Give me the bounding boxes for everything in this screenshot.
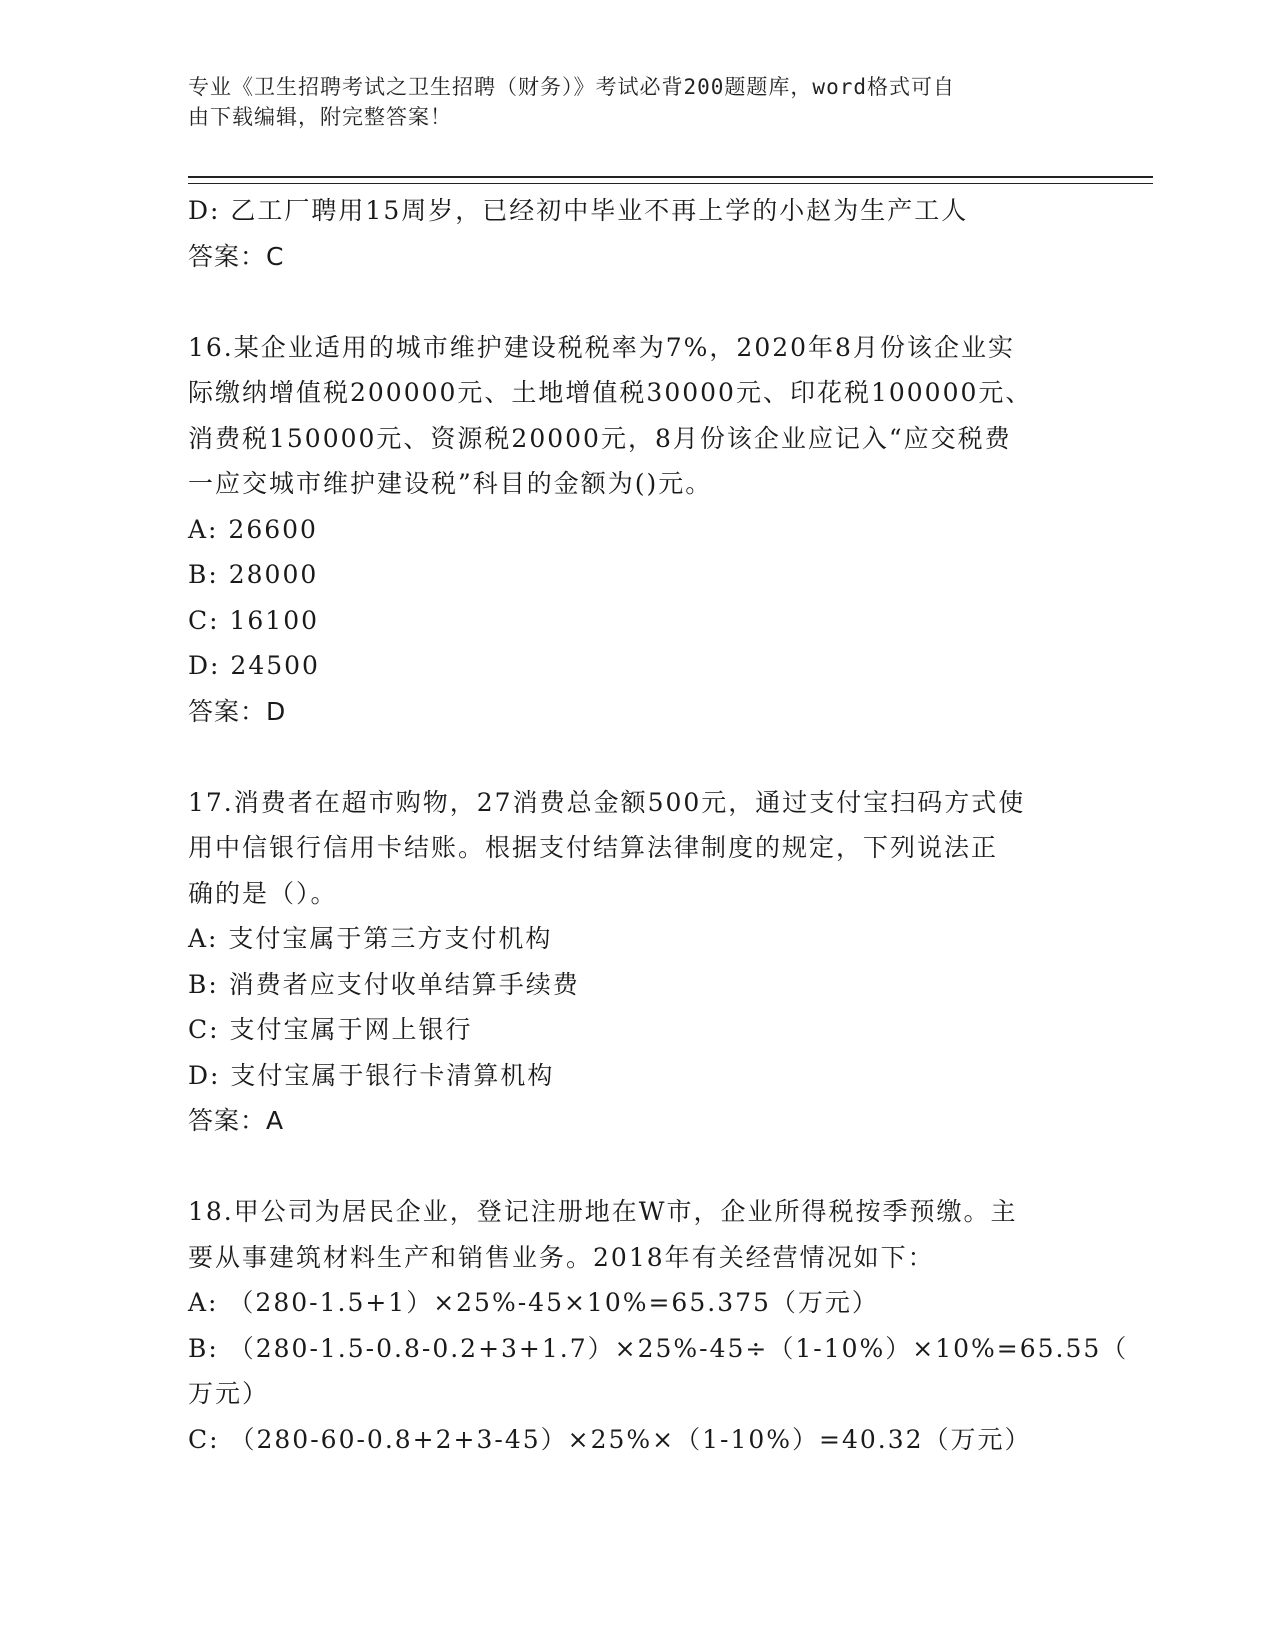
question-17 bbox=[188, 780, 1078, 1144]
header-divider-thick bbox=[188, 176, 1153, 178]
spacer bbox=[188, 1144, 1078, 1190]
option-c: C: 16100 bbox=[188, 605, 320, 635]
question-stem-line: 18.甲公司为居民企业，登记注册地在W市，企业所得税按季预缴。主 bbox=[188, 1197, 1018, 1226]
spacer bbox=[188, 279, 1078, 325]
option-c: C: 支付宝属于网上银行 bbox=[188, 1015, 473, 1044]
question-stem-line: 际缴纳增值税200000元、土地增值税30000元、印花税100000元、 bbox=[188, 378, 1033, 407]
question-18 bbox=[188, 1189, 1129, 1462]
answer: 答案：D bbox=[188, 696, 287, 726]
question-stem-line: 消费税150000元、资源税20000元，8月份该企业应记入“应交税费 bbox=[188, 423, 1012, 453]
option-d: D: 24500 bbox=[188, 651, 320, 680]
option-b: B: 28000 bbox=[188, 560, 319, 589]
answer: 答案：C bbox=[188, 241, 285, 271]
question-15-tail bbox=[188, 188, 1078, 279]
question-stem-line: 确的是（）。 bbox=[188, 878, 338, 908]
option-b: B: （280-1.5-0.8-0.2+3+1.7）×25%-45÷（1-10%）×10%=65.55（ bbox=[188, 1333, 1129, 1363]
option-d: D: 乙工厂聘用15周岁，已经初中毕业不再上学的小赵为生产工人 bbox=[188, 196, 969, 225]
spacer bbox=[188, 734, 1078, 780]
header-title-line-2: 由下载编辑，附完整答案！ bbox=[188, 105, 452, 129]
document-body bbox=[188, 188, 1129, 1462]
option-d: D: 支付宝属于银行卡清算机构 bbox=[188, 1060, 555, 1090]
question-stem-line: 用中信银行信用卡结账。根据支付结算法律制度的规定，下列说法正 bbox=[188, 833, 999, 862]
question-stem-line: 16.某企业适用的城市维护建设税税率为7%，2020年8月份该企业实 bbox=[188, 332, 1015, 362]
header-divider-thin bbox=[188, 183, 1153, 184]
question-stem-line: 要从事建筑材料生产和销售业务。2018年有关经营情况如下： bbox=[188, 1242, 935, 1272]
option-c: C: （280-60-0.8+2+3-45）×25%×（1-10%）=40.32（万元） bbox=[188, 1424, 1032, 1454]
document-header bbox=[188, 72, 1068, 132]
question-16 bbox=[188, 325, 1078, 735]
header-title-line-1: 专业《卫生招聘考试之卫生招聘（财务）》考试必背200题题库，word格式可自 bbox=[188, 75, 955, 99]
question-stem-line: 17.消费者在超市购物，27消费总金额500元，通过支付宝扫码方式使 bbox=[188, 787, 1026, 817]
question-stem-line: 一应交城市维护建设税”科目的金额为()元。 bbox=[188, 469, 713, 498]
option-a: A: 26600 bbox=[188, 514, 318, 544]
option-b-continued: 万元） bbox=[188, 1379, 270, 1408]
option-b: B: 消费者应支付收单结算手续费 bbox=[188, 969, 580, 999]
option-a: A: （280-1.5+1）×25%-45×10%=65.375（万元） bbox=[188, 1288, 879, 1317]
answer: 答案：A bbox=[188, 1106, 285, 1135]
option-a: A: 支付宝属于第三方支付机构 bbox=[188, 924, 553, 953]
